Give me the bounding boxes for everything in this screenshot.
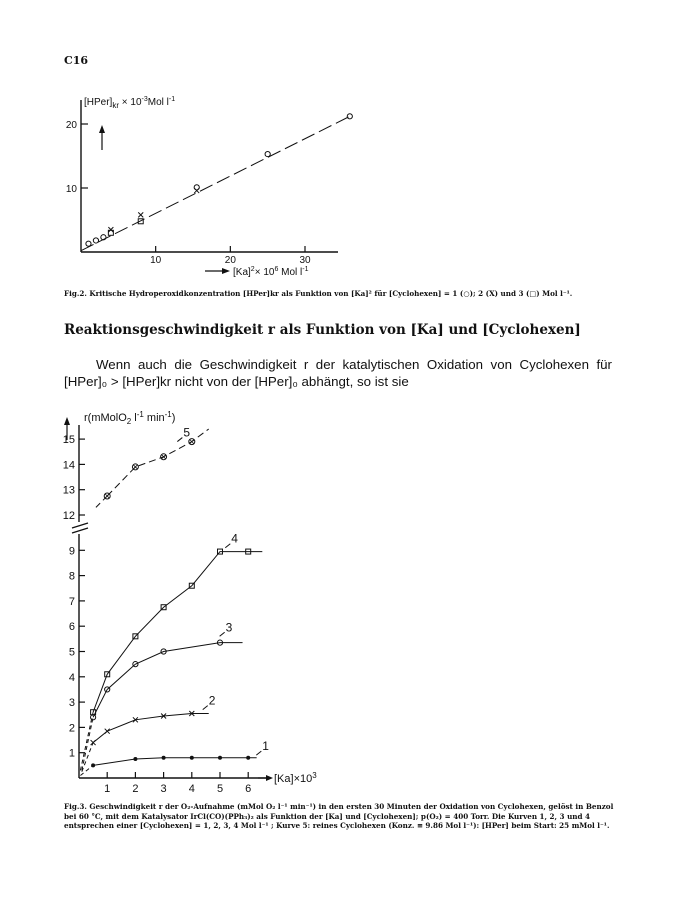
fig3-axis-break-mark bbox=[72, 528, 88, 533]
fig3-y-tick-label: 8 bbox=[68, 570, 75, 583]
fig3-curve-label-5: 5 bbox=[183, 425, 191, 440]
fig3-y-tick-label: 15 bbox=[62, 434, 75, 447]
fig3-point-series-5 bbox=[132, 464, 138, 470]
fig3-point-series-2 bbox=[105, 729, 110, 734]
fig3-point-series-5-cross bbox=[133, 465, 137, 469]
fig3-x-tick-label: 1 bbox=[104, 783, 111, 795]
fig3-curve-label-4: 4 bbox=[231, 531, 238, 546]
fig3-axes bbox=[64, 410, 317, 785]
page-number: C16 bbox=[64, 54, 89, 67]
section-heading: Reaktionsgeschwindigkeit r als Funktion von [Ka] und [Cyclohexen] bbox=[64, 322, 581, 338]
fig3-y-tick-label: 5 bbox=[68, 646, 75, 659]
fig3-y-tick-label: 14 bbox=[62, 459, 75, 472]
fig3-y-tick-label: 7 bbox=[68, 595, 75, 608]
fig3-x-tick-label: 6 bbox=[245, 783, 252, 795]
fig3-curve-1 bbox=[93, 758, 257, 766]
fig3-label-pointer-3 bbox=[220, 632, 225, 636]
fig3-x-arrowhead bbox=[266, 775, 273, 781]
fig3-curve-label-3: 3 bbox=[225, 620, 233, 635]
fig3-point-series-5-cross bbox=[105, 494, 109, 498]
fig3-curve-4 bbox=[93, 552, 262, 713]
fig3-curve-2 bbox=[93, 713, 209, 742]
fig3-y-tick-label: 12 bbox=[62, 510, 75, 522]
fig3-point-series-1 bbox=[91, 763, 95, 767]
fig2-y-axis-label: $[HPer]_{kr} \times 10^{-3}Mol$ $l^{-1}$ bbox=[84, 96, 176, 110]
fig3-y-arrowhead bbox=[64, 417, 70, 425]
fig3-point-series-1 bbox=[246, 756, 250, 760]
fig3-y-axis-label: r(mMolO$_2$ $l^{-1}$ $\min^{-1}$) bbox=[84, 410, 176, 426]
fig3-point-series-1 bbox=[133, 757, 137, 761]
fig3-x-tick-label: 2 bbox=[132, 783, 139, 795]
fig3-point-series-5-cross bbox=[190, 440, 194, 444]
fig3-point-series-5 bbox=[161, 454, 167, 460]
fig3-y-tick-label: 1 bbox=[68, 747, 75, 760]
fig3-y-tick-label: 2 bbox=[68, 722, 75, 735]
fig3-label-pointer-5 bbox=[177, 438, 182, 442]
fig2-x-tick-label: 30 bbox=[299, 255, 311, 266]
figure-3-caption: Fig.3. Geschwindigkeit r der O₂-Aufnahme (mMol O₂ l⁻¹ min⁻¹) in den ersten 30 Minuten der Oxidation von Cyclohexen, gelöst in Benzol bei 60 °C, mit dem Katalysator IrCl(CO)(PPh₃)₂ als Funktion der [Ka] und [Cyclohexen]; p(O₂) = 400 Torr. Die Kurven 1, 2, 3 und 4 entsprechen einer [Cyclohexen] = 1, 2, 3, 4 Mol l⁻¹ ; Kurve 5: reines Cyclohexen (Konz. ≡ 9.86 Mol l⁻¹): [HPer] beim Start: 25 mMol l⁻¹. bbox=[64, 802, 614, 830]
fig2-x-tick-label: 10 bbox=[150, 255, 162, 266]
fig3-y-tick-label: 6 bbox=[68, 621, 75, 634]
fig3-point-series-1 bbox=[218, 756, 222, 760]
fig3-label-pointer-1 bbox=[256, 751, 261, 755]
fig2-y-tick-label: 20 bbox=[65, 120, 77, 131]
fig3-point-series-2 bbox=[91, 740, 96, 745]
fig2-x-axis-label: $[Ka]^2\times 10^6$ Mol $l^{-1}$ bbox=[233, 266, 309, 278]
fig3-y-tick-label: 13 bbox=[62, 484, 75, 497]
fig3-x-axis-label: $[Ka]\times 10^3$ bbox=[274, 771, 317, 785]
fig3-point-series-5 bbox=[104, 493, 110, 499]
fig3-x-tick-label: 5 bbox=[216, 783, 224, 795]
fig3-x-tick-label: 3 bbox=[160, 783, 167, 795]
fig3-label-pointer-2 bbox=[203, 706, 208, 710]
body-paragraph: Wenn auch die Geschwindigkeit r der katalytischen Oxidation von Cyclohexen für [HPer]₀ > [HPer]kr nicht von der [HPer]₀ abhängt, so ist sie bbox=[64, 357, 612, 389]
fig3-axis-break-mark bbox=[72, 523, 88, 528]
fig3-y-tick-label: 9 bbox=[68, 545, 75, 558]
fig3-curve-label-1: 1 bbox=[262, 739, 269, 754]
fig3-curve-label-2: 2 bbox=[208, 693, 216, 708]
fig3-curve-start-2 bbox=[82, 743, 93, 772]
fig2-x-tick-label: 20 bbox=[224, 255, 236, 266]
figure-2-caption: Fig.2. Kritische Hydroperoxidkonzentration [HPer]kr als Funktion von [Ka]² für [Cyclohexen] = 1 (○); 2 (X) und 3 (□) Mol l⁻¹. bbox=[64, 289, 573, 298]
fig3-label-pointer-4 bbox=[225, 544, 230, 548]
fig3-point-series-1 bbox=[190, 756, 194, 760]
fig3-x-tick-label: 4 bbox=[188, 783, 195, 795]
fig3-curve-3 bbox=[93, 643, 242, 718]
fig3-y-tick-label: 4 bbox=[68, 671, 75, 684]
fig2-y-tick-label: 10 bbox=[65, 184, 77, 195]
fig3-y-tick-label: 3 bbox=[68, 697, 75, 710]
fig3-point-series-1 bbox=[162, 756, 166, 760]
